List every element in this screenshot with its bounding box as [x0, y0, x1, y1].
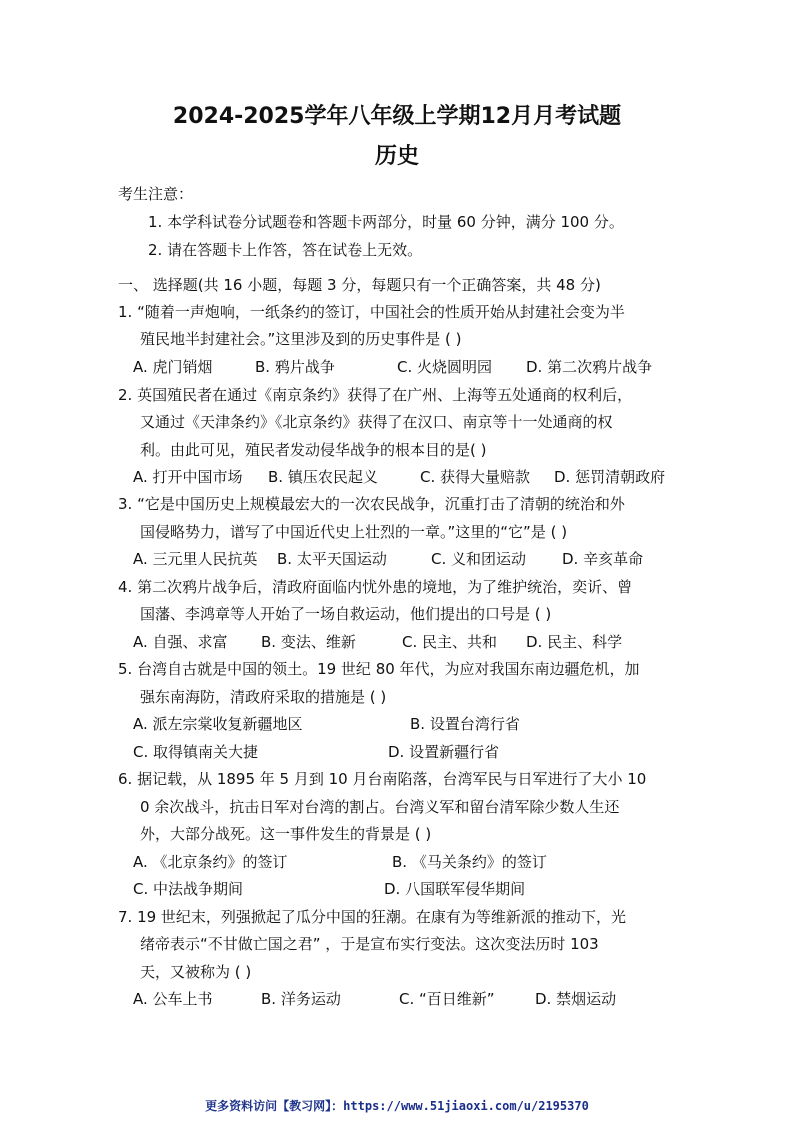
question-line: 0 余次战斗，抗击日军对台湾的割占。台湾义军和留台清军除少数人生还 — [140, 798, 620, 816]
answer-option: A. 虎门销烟 — [133, 358, 213, 376]
question-line: 1. “随着一声炮响，一纸条约的签订，中国社会的性质开始从封建社会变为半 — [118, 303, 625, 321]
notice-heading: 考生注意： — [118, 185, 194, 203]
question-line: 5. 台湾自古就是中国的领土。19 世纪 80 年代，为应对我国东南边疆危机，加 — [118, 660, 640, 678]
answer-option: A. 自强、求富 — [133, 633, 228, 651]
question-line: 国侵略势力，谱写了中国近代史上壮烈的一章。”这里的“它”是 ( ) — [140, 523, 568, 541]
notice-item: 2. 请在答题卡上作答，答在试卷上无效。 — [148, 241, 423, 259]
subject-title: 历史 — [374, 144, 419, 169]
answer-option: B. 变法、维新 — [261, 633, 356, 651]
answer-option: D. 禁烟运动 — [535, 990, 617, 1008]
question-line: 外，大部分战死。这一事件发生的背景是 ( ) — [140, 825, 432, 843]
answer-option: C. 获得大量赔款 — [420, 468, 531, 486]
answer-option: B. 太平天国运动 — [277, 550, 387, 568]
question-line: 绪帝表示“不甘做亡国之君” ，于是宣布实行变法。这次变法历时 103 — [140, 935, 599, 953]
question-line: 天，又被称为 ( ) — [140, 963, 252, 981]
question-line: 利。由此可见，殖民者发动侵华战争的根本目的是( ) — [140, 441, 487, 459]
answer-option: D. 八国联军侵华期间 — [384, 880, 526, 898]
answer-option: D. 第二次鸦片战争 — [526, 358, 653, 376]
exam-title: 2024-2025学年八年级上学期12月月考试题 — [172, 104, 622, 129]
question-line: 殖民地半封建社会。”这里涉及到的历史事件是 ( ) — [140, 330, 462, 348]
question-line: 又通过《天津条约》《北京条约》获得了在汉口、南京等十一处通商的权 — [140, 413, 613, 431]
answer-option: A. 公车上书 — [133, 990, 213, 1008]
question-line: 3. “它是中国历史上规模最宏大的一次农民战争，沉重打击了清朝的统治和外 — [118, 495, 625, 513]
answer-option: C. “百日维新” — [399, 990, 495, 1008]
section-heading: 一、 选择题(共 16 小题，每题 3 分，每题只有一个正确答案，共 48 分) — [118, 276, 601, 294]
answer-option: C. 民主、共和 — [402, 633, 498, 651]
answer-option: A. 三元里人民抗英 — [133, 550, 258, 568]
answer-option: B. 镇压农民起义 — [268, 468, 378, 486]
answer-option: D. 民主、科学 — [526, 633, 623, 651]
answer-option: A. 派左宗棠收复新疆地区 — [133, 715, 303, 733]
question-line: 强东南海防，清政府采取的措施是 ( ) — [140, 688, 387, 706]
answer-option: B. 洋务运动 — [261, 990, 341, 1008]
question-line: 2. 英国殖民者在通过《南京条约》获得了在广州、上海等五处通商的权利后， — [118, 386, 633, 404]
answer-option: B. 《马关条约》的签订 — [392, 853, 547, 871]
answer-option: B. 鸦片战争 — [255, 358, 335, 376]
answer-option: B. 设置台湾行省 — [410, 715, 520, 733]
answer-option: C. 取得镇南关大捷 — [133, 743, 259, 761]
question-line: 4. 第二次鸦片战争后，清政府面临内忧外患的境地，为了维护统治，奕䜣、曾 — [118, 578, 633, 596]
notice-item: 1. 本学科试卷分试题卷和答题卡两部分，时量 60 分钟，满分 100 分。 — [148, 213, 624, 231]
answer-option: C. 火烧圆明园 — [397, 358, 493, 376]
answer-option: C. 义和团运动 — [431, 550, 527, 568]
answer-option: C. 中法战争期间 — [133, 880, 244, 898]
answer-option: D. 辛亥革命 — [562, 550, 644, 568]
footer-link[interactable]: 更多资料访问【教习网】：https://www.51jiaoxi.com/u/2195370 — [205, 1099, 589, 1113]
answer-option: A. 打开中国市场 — [133, 468, 243, 486]
answer-option: D. 惩罚清朝政府 — [554, 468, 666, 486]
question-line: 7. 19 世纪末，列强掀起了瓜分中国的狂潮。在康有为等维新派的推动下，光 — [118, 908, 626, 926]
answer-option: A. 《北京条约》的签订 — [133, 853, 288, 871]
question-line: 国藩、李鸿章等人开始了一场自救运动，他们提出的口号是 ( ) — [140, 605, 552, 623]
question-line: 6. 据记载，从 1895 年 5 月到 10 月台南陷落，台湾军民与日军进行了大小 10 — [118, 770, 647, 788]
answer-option: D. 设置新疆行省 — [388, 743, 500, 761]
